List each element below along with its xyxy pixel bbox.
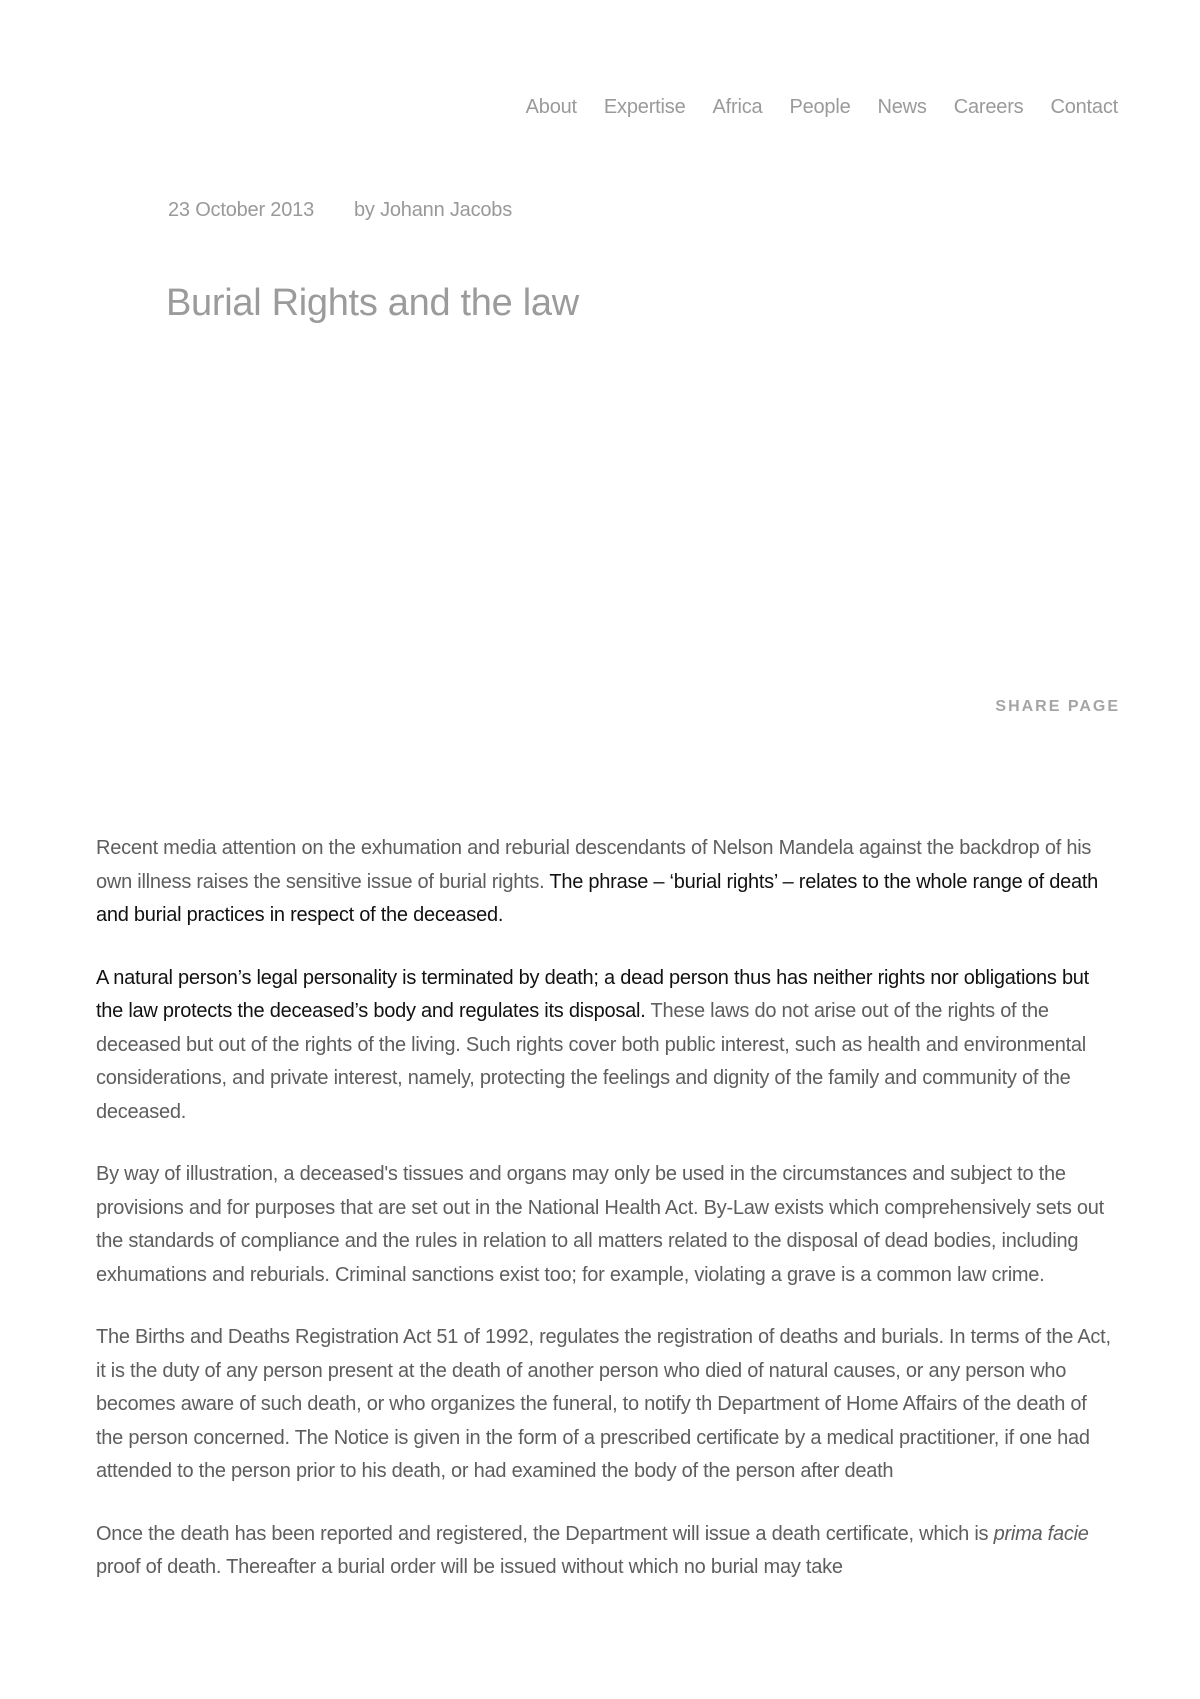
paragraph-5-text-b: proof of death. Thereafter a burial order will be issued without which no burial may take	[96, 1556, 843, 1578]
page-title: Burial Rights and the law	[166, 282, 579, 324]
nav-expertise[interactable]: Expertise	[603, 96, 686, 118]
paragraph-2-emphasis: A natural person’s legal personality is terminated by death; a dead person thus has neither rights nor obligations but the law protects the deceased’s body and regulates its disposal.	[96, 966, 1089, 1022]
paragraph-2	[96, 962, 1116, 1130]
paragraph-1	[96, 832, 1116, 933]
nav-africa[interactable]: Africa	[712, 96, 763, 118]
paragraph-5	[96, 1518, 1116, 1585]
paragraph-1-text: Recent media attention on the exhumation and reburial descendants of Nelson Mandela against the backdrop of his own illness raises the sensitive issue of burial rights.	[96, 837, 1092, 893]
paragraph-4: The Births and Deaths Registration Act 51 of 1992, regulates the registration of deaths and burials. In terms of the Act, it is the duty of any person present at the death of another person who died of natural causes, or any person who becomes aware of such death, or who organizes the funeral, to notify th Department of Home Affairs of the death of the person concerned. The Notice is given in the form of a prescribed certificate by a medical practitioner, if one had attended to the person prior to his death, or had examined the body of the person after death	[96, 1326, 1111, 1482]
article-date: 23 October 2013	[168, 199, 314, 221]
paragraph-3: By way of illustration, a deceased's tissues and organs may only be used in the circumstances and subject to the provisions and for purposes that are set out in the National Health Act. By-Law exists which comprehensively sets out the standards of compliance and the rules in relation to all matters related to the disposal of dead bodies, including exhumations and reburials. Criminal sanctions exist too; for example, violating a grave is a common law crime.	[96, 1163, 1104, 1286]
nav-about[interactable]: About	[525, 96, 577, 118]
nav-news[interactable]: News	[877, 96, 927, 118]
main-nav	[499, 96, 1118, 119]
article-meta	[168, 199, 512, 222]
nav-contact[interactable]: Contact	[1050, 96, 1118, 118]
nav-careers[interactable]: Careers	[953, 96, 1024, 118]
paragraph-5-text-a: Once the death has been reported and registered, the Department will issue a death certificate, which is	[96, 1522, 994, 1545]
share-page-button[interactable]: SHARE PAGE	[995, 698, 1120, 715]
paragraph-1-emphasis: The phrase – ‘burial rights’ – relates to the whole range of death and burial practices in respect of the deceased.	[96, 870, 1099, 926]
article-body	[96, 832, 1116, 1614]
article-author: by Johann Jacobs	[354, 199, 513, 221]
paragraph-2-text: These laws do not arise out of the rights of the deceased but out of the rights of the living. Such rights cover both public interest, such as health and environmental considerations, and private interest, namely, protecting the feelings and dignity of the family and community of the deceased.	[96, 1000, 1087, 1123]
paragraph-5-italic: prima facie	[993, 1522, 1089, 1545]
nav-people[interactable]: People	[789, 96, 851, 118]
